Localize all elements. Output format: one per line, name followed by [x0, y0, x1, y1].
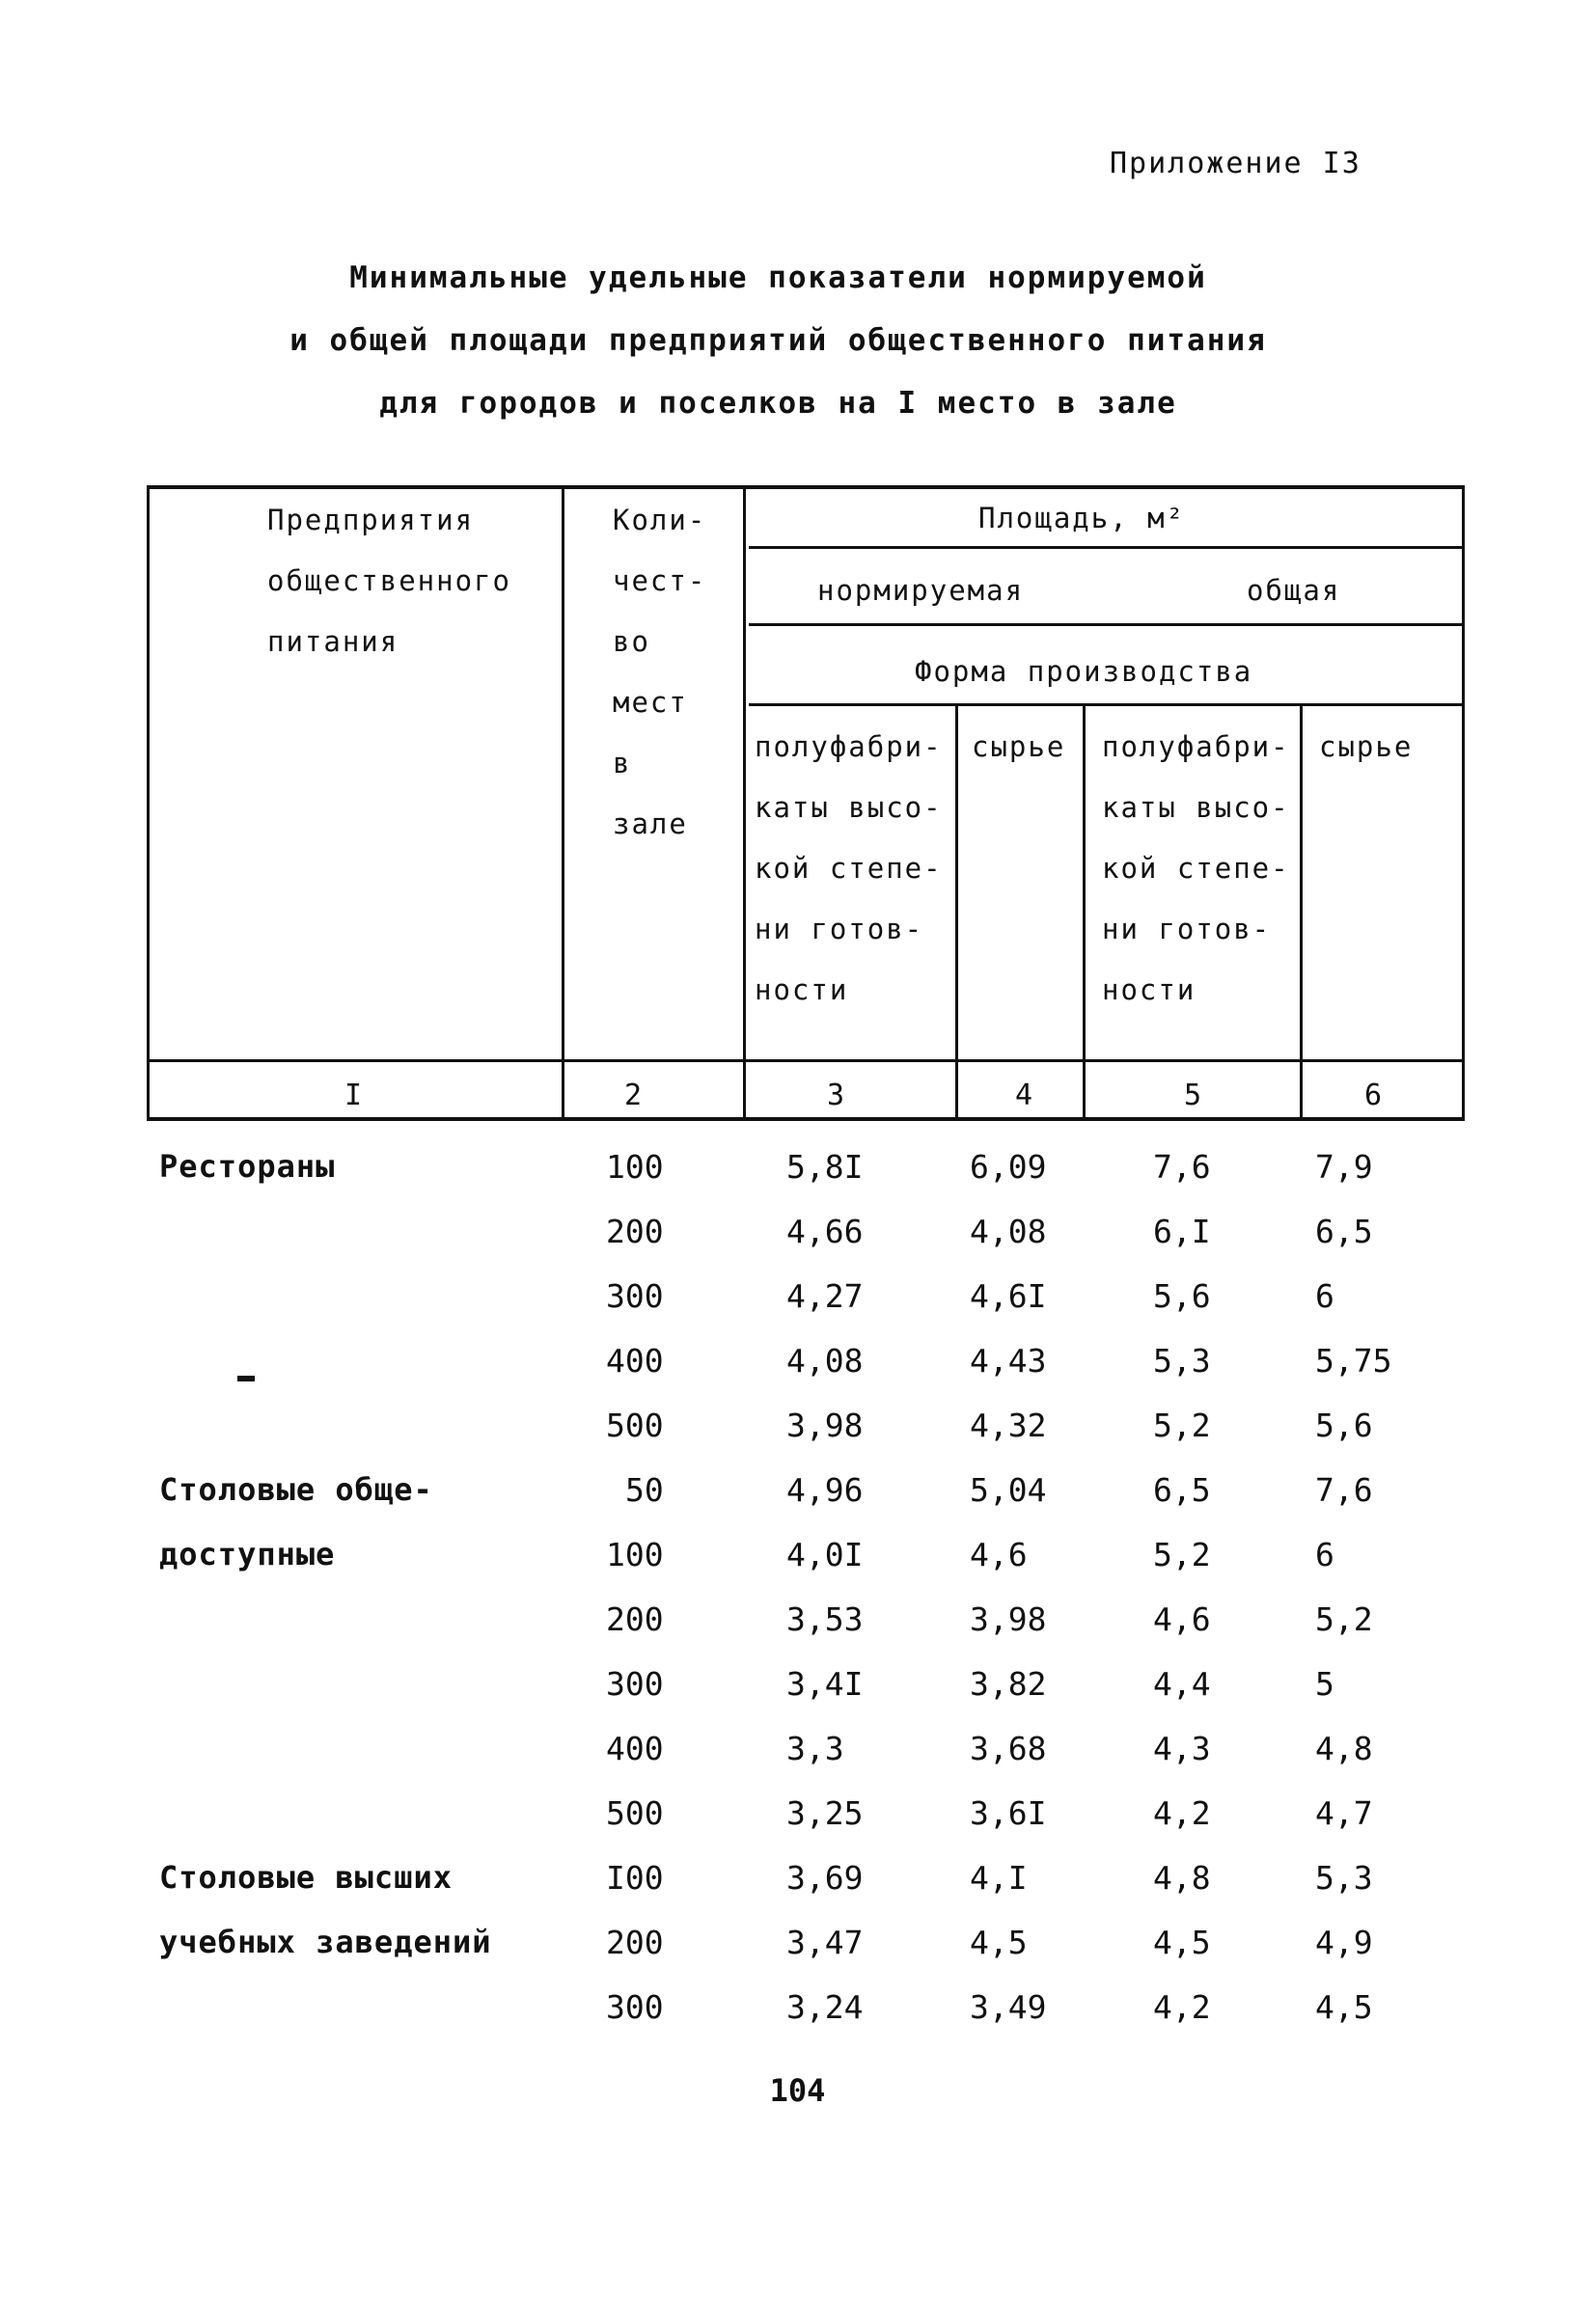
table-row — [0, 1665, 1595, 1729]
total-raw-cell: 7,6 — [1315, 1471, 1373, 1509]
seats-cell: 100 — [606, 1148, 664, 1186]
enterprise-cell: доступные — [159, 1536, 336, 1572]
colnum-bottom-rule — [147, 1117, 1465, 1121]
normed-semi-cell: 3,47 — [786, 1924, 864, 1961]
normed-semi-cell: 4,08 — [786, 1342, 864, 1380]
header-right-rule — [1462, 485, 1465, 1121]
seats-header-line-6: зале — [613, 807, 688, 840]
title-line-3: для городов и поселков на I место в зале — [379, 386, 1177, 421]
total-raw-cell: 5 — [1315, 1665, 1334, 1703]
table-row — [0, 1859, 1595, 1923]
header-col-divider-5 — [1300, 703, 1303, 1121]
total-semi-cell: 5,3 — [1153, 1342, 1211, 1380]
enterprise-cell: Рестораны — [159, 1148, 336, 1185]
total-semi-cell: 4,6 — [1153, 1600, 1211, 1638]
normed-rule — [749, 623, 1465, 626]
production-form-header: Форма производства — [915, 655, 1253, 688]
seats-cell: 300 — [606, 1665, 664, 1703]
normed-raw-cell: 3,6I — [970, 1794, 1047, 1832]
total-semi-cell: 4,2 — [1153, 1988, 1211, 2026]
normed-raw-cell: 3,98 — [970, 1600, 1047, 1638]
table-row — [0, 1924, 1595, 1987]
header-col-divider-4 — [1083, 703, 1086, 1121]
normed-semi-cell: 4,66 — [786, 1213, 864, 1250]
semi-total-line-1: полуфабри- — [1102, 730, 1290, 763]
normed-area-header: нормируемая — [817, 574, 1025, 607]
semi-total-line-2: каты высо- — [1102, 791, 1290, 824]
table-row — [0, 1988, 1595, 2052]
seats-header-line-4: мест — [613, 686, 688, 719]
normed-semi-cell: 3,24 — [786, 1988, 864, 2026]
normed-semi-cell: 4,27 — [786, 1277, 864, 1315]
semi-total-line-3: кой степе- — [1102, 852, 1290, 885]
total-raw-cell: 4,8 — [1315, 1730, 1373, 1767]
total-semi-cell: 4,2 — [1153, 1794, 1211, 1832]
table-row — [0, 1407, 1595, 1470]
table-row — [0, 1342, 1595, 1406]
normed-raw-cell: 4,I — [970, 1859, 1028, 1897]
normed-raw-cell: 4,43 — [970, 1342, 1047, 1380]
seats-cell: 50 — [625, 1471, 664, 1509]
normed-semi-cell: 4,96 — [786, 1471, 864, 1509]
enterprise-header-line-2: общественного — [267, 564, 511, 597]
semi-normed-line-4: ни готов- — [755, 913, 924, 945]
normed-semi-cell: 3,4I — [786, 1665, 864, 1703]
table-row — [0, 1471, 1595, 1535]
normed-semi-cell: 3,25 — [786, 1794, 864, 1832]
table-row — [0, 1277, 1595, 1341]
total-semi-cell: 5,2 — [1153, 1407, 1211, 1444]
seats-header-line-2: чест- — [613, 564, 707, 597]
total-raw-cell: 4,5 — [1315, 1988, 1373, 2026]
semi-normed-line-3: кой степе- — [755, 852, 943, 885]
total-raw-cell: 5,6 — [1315, 1407, 1373, 1444]
header-top-rule — [147, 485, 1465, 489]
table-row — [0, 1148, 1595, 1212]
seats-cell: 100 — [606, 1536, 664, 1573]
column-number-6: 6 — [1364, 1079, 1383, 1112]
column-number-2: 2 — [624, 1079, 643, 1112]
column-number-3: 3 — [827, 1079, 845, 1112]
title-line-1: Минимальные удельные показатели нормируемой — [349, 260, 1207, 295]
seats-cell: 400 — [606, 1730, 664, 1767]
total-raw-cell: 6 — [1315, 1536, 1334, 1573]
seats-cell: I00 — [606, 1859, 664, 1897]
total-semi-cell: 4,4 — [1153, 1665, 1211, 1703]
table-row — [0, 1794, 1595, 1858]
normed-semi-cell: 3,69 — [786, 1859, 864, 1897]
normed-raw-cell: 4,32 — [970, 1407, 1047, 1444]
header-col-divider-1 — [562, 485, 564, 1121]
total-semi-cell: 6,5 — [1153, 1471, 1211, 1509]
normed-raw-cell: 4,6I — [970, 1277, 1047, 1315]
table-header — [147, 485, 1465, 1119]
normed-raw-cell: 4,6 — [970, 1536, 1028, 1573]
seats-cell: 300 — [606, 1988, 664, 2026]
enterprise-cell: Столовые высших — [159, 1859, 453, 1896]
enterprise-cell: Столовые обще- — [159, 1471, 433, 1508]
dash-mark — [237, 1376, 255, 1381]
seats-cell: 400 — [606, 1342, 664, 1380]
semi-total-line-5: ности — [1102, 973, 1196, 1006]
semi-total-line-4: ни готов- — [1102, 913, 1272, 945]
enterprise-header-line-1: Предприятия — [267, 504, 475, 536]
total-raw-cell: 5,3 — [1315, 1859, 1373, 1897]
header-col-divider-2 — [743, 485, 746, 1121]
total-semi-cell: 4,8 — [1153, 1859, 1211, 1897]
production-form-rule — [749, 703, 1465, 706]
normed-semi-cell: 3,53 — [786, 1600, 864, 1638]
column-number-1: I — [344, 1079, 363, 1112]
table-row — [0, 1213, 1595, 1276]
seats-cell: 200 — [606, 1600, 664, 1638]
seats-cell: 200 — [606, 1924, 664, 1961]
total-raw-cell: 6,5 — [1315, 1213, 1373, 1250]
column-number-4: 4 — [1015, 1079, 1033, 1112]
normed-semi-cell: 3,3 — [786, 1730, 844, 1767]
normed-raw-cell: 3,49 — [970, 1988, 1047, 2026]
seats-header-line-1: Коли- — [613, 504, 707, 536]
total-raw-cell: 4,9 — [1315, 1924, 1373, 1961]
semi-normed-line-2: каты высо- — [755, 791, 943, 824]
total-raw-cell: 6 — [1315, 1277, 1334, 1315]
normed-raw-cell: 6,09 — [970, 1148, 1047, 1186]
total-semi-cell: 6,I — [1153, 1213, 1211, 1250]
normed-semi-cell: 3,98 — [786, 1407, 864, 1444]
area-header: Площадь, м² — [978, 502, 1186, 534]
page-number: 104 — [769, 2072, 826, 2109]
normed-raw-cell: 4,5 — [970, 1924, 1028, 1961]
total-semi-cell: 7,6 — [1153, 1148, 1211, 1186]
raw-normed-header: сырье — [972, 730, 1066, 763]
total-raw-cell: 7,9 — [1315, 1148, 1373, 1186]
normed-raw-cell: 3,82 — [970, 1665, 1047, 1703]
title-line-2: и общей площади предприятий общественного питания — [289, 323, 1267, 358]
total-area-header: общая — [1247, 574, 1341, 607]
enterprise-header-line-3: питания — [267, 625, 399, 658]
total-semi-cell: 5,6 — [1153, 1277, 1211, 1315]
header-col-divider-3 — [955, 703, 958, 1121]
table-row — [0, 1536, 1595, 1599]
table-row — [0, 1600, 1595, 1664]
semi-normed-line-1: полуфабри- — [755, 730, 943, 763]
total-semi-cell: 4,5 — [1153, 1924, 1211, 1961]
enterprise-cell: учебных заведений — [159, 1924, 492, 1960]
raw-total-header: сырье — [1319, 730, 1414, 763]
normed-raw-cell: 5,04 — [970, 1471, 1047, 1509]
table-row — [0, 1730, 1595, 1793]
semi-normed-line-5: ности — [755, 973, 849, 1006]
appendix-label: Приложение I3 — [1110, 147, 1361, 180]
header-bottom-rule — [147, 1059, 1465, 1062]
normed-raw-cell: 3,68 — [970, 1730, 1047, 1767]
seats-cell: 500 — [606, 1794, 664, 1832]
normed-raw-cell: 4,08 — [970, 1213, 1047, 1250]
total-semi-cell: 4,3 — [1153, 1730, 1211, 1767]
header-left-rule — [147, 485, 150, 1121]
total-raw-cell: 5,75 — [1315, 1342, 1392, 1380]
normed-semi-cell: 4,0I — [786, 1536, 864, 1573]
total-semi-cell: 5,2 — [1153, 1536, 1211, 1573]
total-raw-cell: 5,2 — [1315, 1600, 1373, 1638]
seats-cell: 500 — [606, 1407, 664, 1444]
seats-cell: 200 — [606, 1213, 664, 1250]
seats-header-line-3: во — [613, 625, 650, 658]
seats-header-line-5: в — [613, 747, 632, 779]
seats-cell: 300 — [606, 1277, 664, 1315]
total-raw-cell: 4,7 — [1315, 1794, 1373, 1832]
column-number-5: 5 — [1184, 1079, 1202, 1112]
normed-semi-cell: 5,8I — [786, 1148, 864, 1186]
